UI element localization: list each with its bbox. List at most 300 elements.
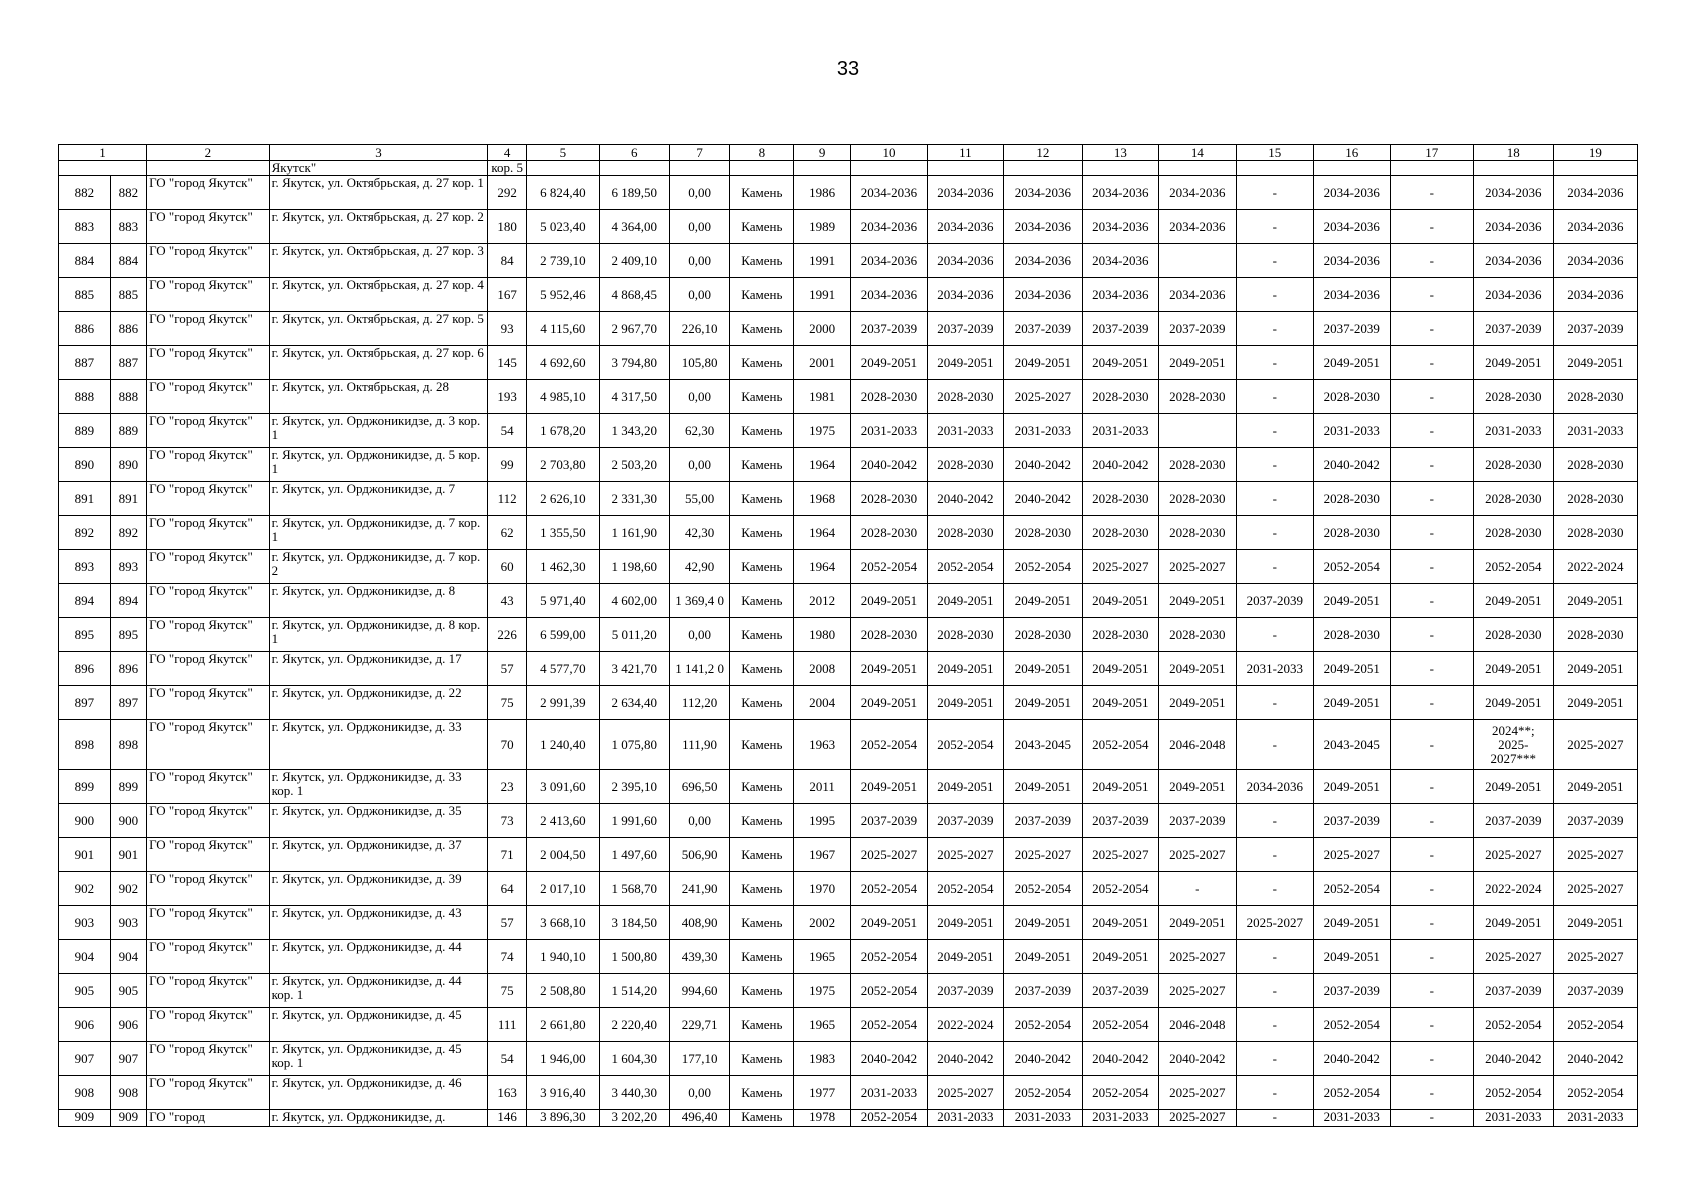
table-cell: Камень (730, 1110, 794, 1127)
table-cell: - (1390, 550, 1473, 584)
table-cell: 2043-2045 (1003, 720, 1082, 770)
table-cell (1236, 161, 1313, 176)
table-cell: 2031-2033 (1003, 414, 1082, 448)
table-cell: 1964 (794, 516, 851, 550)
table-cell: Камень (730, 244, 794, 278)
table-cell: 2037-2039 (1158, 804, 1236, 838)
table-cell: 2 991,39 (526, 686, 599, 720)
table-cell: 905 (59, 974, 111, 1008)
table-cell: г. Якутск, ул. Орджоникидзе, д. 8 кор. 1 (269, 618, 488, 652)
table-cell: ГО "город (147, 1110, 270, 1127)
table-cell: 2 331,30 (599, 482, 669, 516)
table-cell: 2034-2036 (1158, 176, 1236, 210)
table-cell: 909 (59, 1110, 111, 1127)
table-cell: г. Якутск, ул. Октябрьская, д. 27 кор. 1 (269, 176, 488, 210)
table-cell: 112,20 (669, 686, 730, 720)
table-cell: 2034-2036 (1236, 770, 1313, 804)
table-cell: г. Якутск, ул. Орджоникидзе, д. 7 (269, 482, 488, 516)
table-cell: - (1236, 720, 1313, 770)
table-cell: 2049-2051 (1313, 906, 1390, 940)
table-cell: Камень (730, 414, 794, 448)
table-cell: 2034-2036 (1003, 244, 1082, 278)
table-cell: 193 (488, 380, 526, 414)
table-cell: Камень (730, 278, 794, 312)
table-cell: 2049-2051 (1473, 906, 1553, 940)
table-cell (599, 161, 669, 176)
table-cell: г. Якутск, ул. Орджоникидзе, д. 3 кор. 1 (269, 414, 488, 448)
table-cell: 2052-2054 (1313, 872, 1390, 906)
table-cell: 2040-2042 (1473, 1042, 1553, 1076)
table-cell: ГО "город Якутск" (147, 686, 270, 720)
table-cell: - (1236, 210, 1313, 244)
table-cell: 2037-2039 (850, 804, 927, 838)
table-cell: Камень (730, 838, 794, 872)
table-row (59, 652, 1638, 686)
column-header: 14 (1158, 145, 1236, 161)
table-cell: 177,10 (669, 1042, 730, 1076)
table-cell: 2049-2051 (1473, 584, 1553, 618)
table-cell: 2037-2039 (1003, 804, 1082, 838)
table-cell: - (1236, 1110, 1313, 1127)
table-cell (1390, 161, 1473, 176)
table-cell: Камень (730, 1042, 794, 1076)
column-header: 10 (850, 145, 927, 161)
table-cell: 2025-2027 (1553, 838, 1637, 872)
table-cell: 62,30 (669, 414, 730, 448)
column-header: 16 (1313, 145, 1390, 161)
table-cell: 2046-2048 (1158, 720, 1236, 770)
table-cell: 2025-2027 (1473, 940, 1553, 974)
table-cell: 4 577,70 (526, 652, 599, 686)
table-cell: 2037-2039 (1553, 804, 1637, 838)
table-cell (59, 161, 147, 176)
table-cell: 2049-2051 (1313, 652, 1390, 686)
table-cell: 2034-2036 (1313, 176, 1390, 210)
table-cell: 2034-2036 (1473, 278, 1553, 312)
table-row (59, 278, 1638, 312)
table-cell: ГО "город Якутск" (147, 482, 270, 516)
table-cell: 57 (488, 652, 526, 686)
table-cell: 1964 (794, 550, 851, 584)
table-cell: 906 (59, 1008, 111, 1042)
table-cell: - (1390, 312, 1473, 346)
table-cell: - (1236, 940, 1313, 974)
table-cell: 2024**; 2025-2027*** (1473, 720, 1553, 770)
table-cell: 2049-2051 (927, 906, 1003, 940)
table-cell: 2034-2036 (1003, 176, 1082, 210)
table-cell: 23 (488, 770, 526, 804)
table-cell: 2011 (794, 770, 851, 804)
table-cell: 1980 (794, 618, 851, 652)
table-cell: 2049-2051 (927, 584, 1003, 618)
table-cell: 2049-2051 (850, 652, 927, 686)
table-cell: 2049-2051 (1003, 770, 1082, 804)
table-cell: 2040-2042 (1313, 448, 1390, 482)
table-cell: 2052-2054 (927, 872, 1003, 906)
table-cell (1158, 414, 1236, 448)
table-cell: ГО "город Якутск" (147, 838, 270, 872)
table-cell: 2049-2051 (1158, 346, 1236, 380)
table-cell: - (1390, 278, 1473, 312)
table-cell: 2049-2051 (1473, 770, 1553, 804)
table-cell: 2034-2036 (850, 176, 927, 210)
table-cell: 2025-2027 (1158, 550, 1236, 584)
table-cell: 891 (59, 482, 111, 516)
table-cell: Камень (730, 618, 794, 652)
table-cell (794, 161, 851, 176)
table-cell: 2052-2054 (1003, 1076, 1082, 1110)
table-cell: 1 946,00 (526, 1042, 599, 1076)
table-cell: 909 (110, 1110, 146, 1127)
table-cell: 2025-2027 (1082, 838, 1158, 872)
table-cell: 2001 (794, 346, 851, 380)
table-cell: ГО "город Якутск" (147, 312, 270, 346)
table-cell: 2025-2027 (1553, 720, 1637, 770)
table-cell: 2034-2036 (1003, 278, 1082, 312)
table-cell: 889 (110, 414, 146, 448)
table-cell: 1968 (794, 482, 851, 516)
table-cell: г. Якутск, ул. Орджоникидзе, д. 37 (269, 838, 488, 872)
table-cell: 2052-2054 (850, 1008, 927, 1042)
table-cell: Камень (730, 1008, 794, 1042)
table-cell: 897 (110, 686, 146, 720)
table-cell: г. Якутск, ул. Орджоникидзе, д. 35 (269, 804, 488, 838)
table-cell: 2034-2036 (927, 278, 1003, 312)
table-cell: 889 (59, 414, 111, 448)
table-cell: 2049-2051 (1082, 770, 1158, 804)
table-cell: 2037-2039 (1473, 974, 1553, 1008)
table-cell: - (1390, 906, 1473, 940)
table-cell: 2052-2054 (1082, 720, 1158, 770)
table-cell (1158, 161, 1236, 176)
table-cell: 1 991,60 (599, 804, 669, 838)
table-cell: 2049-2051 (1553, 652, 1637, 686)
table-row (59, 176, 1638, 210)
table-cell: 2 395,10 (599, 770, 669, 804)
table-cell: 2034-2036 (1473, 244, 1553, 278)
column-header: 6 (599, 145, 669, 161)
table-cell: г. Якутск, ул. Октябрьская, д. 27 кор. 2 (269, 210, 488, 244)
table-cell: 0,00 (669, 380, 730, 414)
table-cell: 2031-2033 (1313, 1110, 1390, 1127)
table-cell: 2028-2030 (850, 618, 927, 652)
table-cell: 75 (488, 974, 526, 1008)
table-cell: 2049-2051 (1003, 584, 1082, 618)
table-cell: 2049-2051 (1553, 686, 1637, 720)
table-cell: 886 (110, 312, 146, 346)
table-cell: 4 602,00 (599, 584, 669, 618)
table-cell: Камень (730, 584, 794, 618)
table-cell: 883 (110, 210, 146, 244)
table-cell: ГО "город Якутск" (147, 804, 270, 838)
table-cell: 1 678,20 (526, 414, 599, 448)
table-cell: Камень (730, 380, 794, 414)
table-cell: 2034-2036 (850, 244, 927, 278)
table-cell: - (1390, 210, 1473, 244)
table-cell: 2034-2036 (1158, 278, 1236, 312)
table-cell: 2049-2051 (1313, 940, 1390, 974)
table-cell: 2028-2030 (1553, 380, 1637, 414)
table-cell: 2040-2042 (1082, 448, 1158, 482)
table-row (59, 720, 1638, 770)
table-cell: г. Якутск, ул. Октябрьская, д. 28 (269, 380, 488, 414)
table-cell: 2040-2042 (1003, 482, 1082, 516)
table-cell: 292 (488, 176, 526, 210)
table-cell: 892 (59, 516, 111, 550)
table-cell: 2 220,40 (599, 1008, 669, 1042)
table-cell: - (1390, 1008, 1473, 1042)
table-cell: 2031-2033 (1082, 414, 1158, 448)
table-cell: 2049-2051 (850, 686, 927, 720)
table-cell: Камень (730, 516, 794, 550)
table-cell: 42,90 (669, 550, 730, 584)
table-cell: - (1390, 482, 1473, 516)
table-cell: 2031-2033 (1553, 1110, 1637, 1127)
table-cell: 3 916,40 (526, 1076, 599, 1110)
table-cell: ГО "город Якутск" (147, 550, 270, 584)
table-cell: 2052-2054 (1473, 1076, 1553, 1110)
table-row (59, 584, 1638, 618)
table-cell: 1975 (794, 414, 851, 448)
table-cell: 2040-2042 (1003, 1042, 1082, 1076)
table-cell: Камень (730, 940, 794, 974)
table-cell: 1 497,60 (599, 838, 669, 872)
table-cell: - (1390, 940, 1473, 974)
table-row (59, 482, 1638, 516)
table-cell: 1963 (794, 720, 851, 770)
table-cell: 904 (110, 940, 146, 974)
table-cell: - (1236, 380, 1313, 414)
table-cell: 905 (110, 974, 146, 1008)
table-cell: 2037-2039 (1003, 974, 1082, 1008)
table-cell: 2 661,80 (526, 1008, 599, 1042)
table-cell: 0,00 (669, 210, 730, 244)
table-cell: 2052-2054 (1082, 872, 1158, 906)
table-cell: - (1390, 516, 1473, 550)
table-cell: 903 (59, 906, 111, 940)
table-cell: 506,90 (669, 838, 730, 872)
table-cell: - (1390, 770, 1473, 804)
table-cell: г. Якутск, ул. Орджоникидзе, д. 33 (269, 720, 488, 770)
column-header: 18 (1473, 145, 1553, 161)
table-cell: 907 (59, 1042, 111, 1076)
table-cell: ГО "город Якутск" (147, 872, 270, 906)
table-cell: Камень (730, 686, 794, 720)
table-cell: 2034-2036 (1082, 244, 1158, 278)
table-cell: 885 (59, 278, 111, 312)
table-cell: ГО "город Якутск" (147, 720, 270, 770)
table-cell: - (1390, 380, 1473, 414)
table-cell: - (1390, 872, 1473, 906)
table-cell: ГО "город Якутск" (147, 652, 270, 686)
table-cell: 2037-2039 (1313, 804, 1390, 838)
table-cell: 2 503,20 (599, 448, 669, 482)
table-cell: 882 (110, 176, 146, 210)
table-cell: кор. 5 (488, 161, 526, 176)
table-cell: - (1390, 346, 1473, 380)
table-cell: 241,90 (669, 872, 730, 906)
table-cell: 2028-2030 (850, 380, 927, 414)
table-cell: - (1158, 872, 1236, 906)
table-cell: 6 599,00 (526, 618, 599, 652)
table-cell: 2049-2051 (850, 906, 927, 940)
table-cell: 883 (59, 210, 111, 244)
table-cell: Камень (730, 346, 794, 380)
table-cell: 2034-2036 (1473, 176, 1553, 210)
table-cell: 2031-2033 (1003, 1110, 1082, 1127)
table-cell: 496,40 (669, 1110, 730, 1127)
table-cell: 2 413,60 (526, 804, 599, 838)
table-cell: 895 (110, 618, 146, 652)
table-cell: 901 (110, 838, 146, 872)
table-cell: 180 (488, 210, 526, 244)
table-cell: 2031-2033 (1473, 1110, 1553, 1127)
table-cell: 4 985,10 (526, 380, 599, 414)
table-cell: г. Якутск, ул. Орджоникидзе, д. 45 (269, 1008, 488, 1042)
table-cell: 1 462,30 (526, 550, 599, 584)
table-cell: 2037-2039 (1236, 584, 1313, 618)
table-cell: 897 (59, 686, 111, 720)
table-cell: г. Якутск, ул. Орджоникидзе, д. 5 кор. 1 (269, 448, 488, 482)
table-cell: 1986 (794, 176, 851, 210)
table-cell: 111,90 (669, 720, 730, 770)
table-cell: 2052-2054 (850, 974, 927, 1008)
table-cell: 4 317,50 (599, 380, 669, 414)
table-cell: 894 (110, 584, 146, 618)
table-cell: 1 514,20 (599, 974, 669, 1008)
table-cell: 2034-2036 (927, 210, 1003, 244)
table-cell: 2040-2042 (850, 448, 927, 482)
table-cell: 2052-2054 (850, 872, 927, 906)
table-cell: 2049-2051 (1473, 652, 1553, 686)
table-row (59, 804, 1638, 838)
table-cell: ГО "город Якутск" (147, 210, 270, 244)
table-cell: 2028-2030 (927, 380, 1003, 414)
table-cell: 99 (488, 448, 526, 482)
table-cell: 887 (59, 346, 111, 380)
table-cell: 4 364,00 (599, 210, 669, 244)
table-cell: 2025-2027 (1313, 838, 1390, 872)
table-cell: 2028-2030 (1003, 618, 1082, 652)
table-cell: 899 (59, 770, 111, 804)
table-cell: 2025-2027 (1158, 1076, 1236, 1110)
table-cell: 2034-2036 (1003, 210, 1082, 244)
table-cell: Камень (730, 312, 794, 346)
table-cell: Камень (730, 550, 794, 584)
table-cell: 2002 (794, 906, 851, 940)
table-cell: 3 794,80 (599, 346, 669, 380)
table-cell: 2 017,10 (526, 872, 599, 906)
table-cell: ГО "город Якутск" (147, 906, 270, 940)
table-cell: 2028-2030 (1082, 482, 1158, 516)
table-row (59, 872, 1638, 906)
table-cell: 2034-2036 (927, 244, 1003, 278)
column-header: 5 (526, 145, 599, 161)
table-cell: 60 (488, 550, 526, 584)
table-cell: 2028-2030 (1313, 482, 1390, 516)
table-cell: Камень (730, 1076, 794, 1110)
table-cell: 2028-2030 (1158, 482, 1236, 516)
table-cell (730, 161, 794, 176)
table-cell: 2037-2039 (850, 312, 927, 346)
table-cell: 1 161,90 (599, 516, 669, 550)
table-cell: - (1236, 1008, 1313, 1042)
table-cell: 2034-2036 (1553, 278, 1637, 312)
table-cell: 2052-2054 (1003, 1008, 1082, 1042)
table-cell: 2025-2027 (1158, 974, 1236, 1008)
table-cell: 0,00 (669, 448, 730, 482)
table-cell: 899 (110, 770, 146, 804)
table-row (59, 1076, 1638, 1110)
table-cell: - (1236, 872, 1313, 906)
table-cell: ГО "город Якутск" (147, 516, 270, 550)
table-cell: 2022-2024 (1553, 550, 1637, 584)
table-cell: 2049-2051 (927, 652, 1003, 686)
table-cell: Камень (730, 210, 794, 244)
table-row (59, 414, 1638, 448)
table-cell: - (1236, 176, 1313, 210)
table-cell: 2028-2030 (927, 618, 1003, 652)
table-cell: 1 240,40 (526, 720, 599, 770)
table-cell: 2028-2030 (1473, 482, 1553, 516)
table-cell: 2028-2030 (1158, 380, 1236, 414)
table-cell: 2052-2054 (1473, 550, 1553, 584)
table-cell: 1964 (794, 448, 851, 482)
table-cell: 2034-2036 (1313, 278, 1390, 312)
table-row (59, 1110, 1638, 1127)
table-cell: 908 (110, 1076, 146, 1110)
table-cell: 2025-2027 (1158, 838, 1236, 872)
table-cell: 2040-2042 (1313, 1042, 1390, 1076)
table-cell: ГО "город Якутск" (147, 346, 270, 380)
table-cell: 1970 (794, 872, 851, 906)
table-cell: 2 967,70 (599, 312, 669, 346)
table-cell: 2049-2051 (927, 686, 1003, 720)
housing-table (58, 144, 1638, 1127)
table-cell: 907 (110, 1042, 146, 1076)
column-header: 15 (1236, 145, 1313, 161)
table-cell (850, 161, 927, 176)
table-cell: 2034-2036 (850, 278, 927, 312)
table-cell: 2037-2039 (1082, 312, 1158, 346)
table-cell: г. Якутск, ул. Орджоникидзе, д. 7 кор. 1 (269, 516, 488, 550)
table-cell: 994,60 (669, 974, 730, 1008)
table-cell: 2025-2027 (1003, 838, 1082, 872)
table-cell: 0,00 (669, 804, 730, 838)
table-cell: - (1236, 618, 1313, 652)
table-cell: 2052-2054 (1553, 1008, 1637, 1042)
table-cell: 2046-2048 (1158, 1008, 1236, 1042)
table-cell: 2040-2042 (1003, 448, 1082, 482)
table-cell: 1965 (794, 1008, 851, 1042)
table-cell: 408,90 (669, 906, 730, 940)
table-cell: г. Якутск, ул. Орджоникидзе, д. 45 кор. 1 (269, 1042, 488, 1076)
table-cell: 902 (59, 872, 111, 906)
table-cell: г. Якутск, ул. Октябрьская, д. 27 кор. 3 (269, 244, 488, 278)
table-cell: 2049-2051 (1003, 346, 1082, 380)
table-cell: 2034-2036 (1473, 210, 1553, 244)
table-row (59, 1042, 1638, 1076)
table-row (59, 1008, 1638, 1042)
table-cell: 54 (488, 1042, 526, 1076)
table-cell: ГО "город Якутск" (147, 176, 270, 210)
table-cell: г. Якутск, ул. Орджоникидзе, д. 22 (269, 686, 488, 720)
table-cell: 57 (488, 906, 526, 940)
table-cell: 2034-2036 (1082, 176, 1158, 210)
table-cell: 2049-2051 (1473, 686, 1553, 720)
table-cell: 3 896,30 (526, 1110, 599, 1127)
table-cell: 2049-2051 (1003, 940, 1082, 974)
